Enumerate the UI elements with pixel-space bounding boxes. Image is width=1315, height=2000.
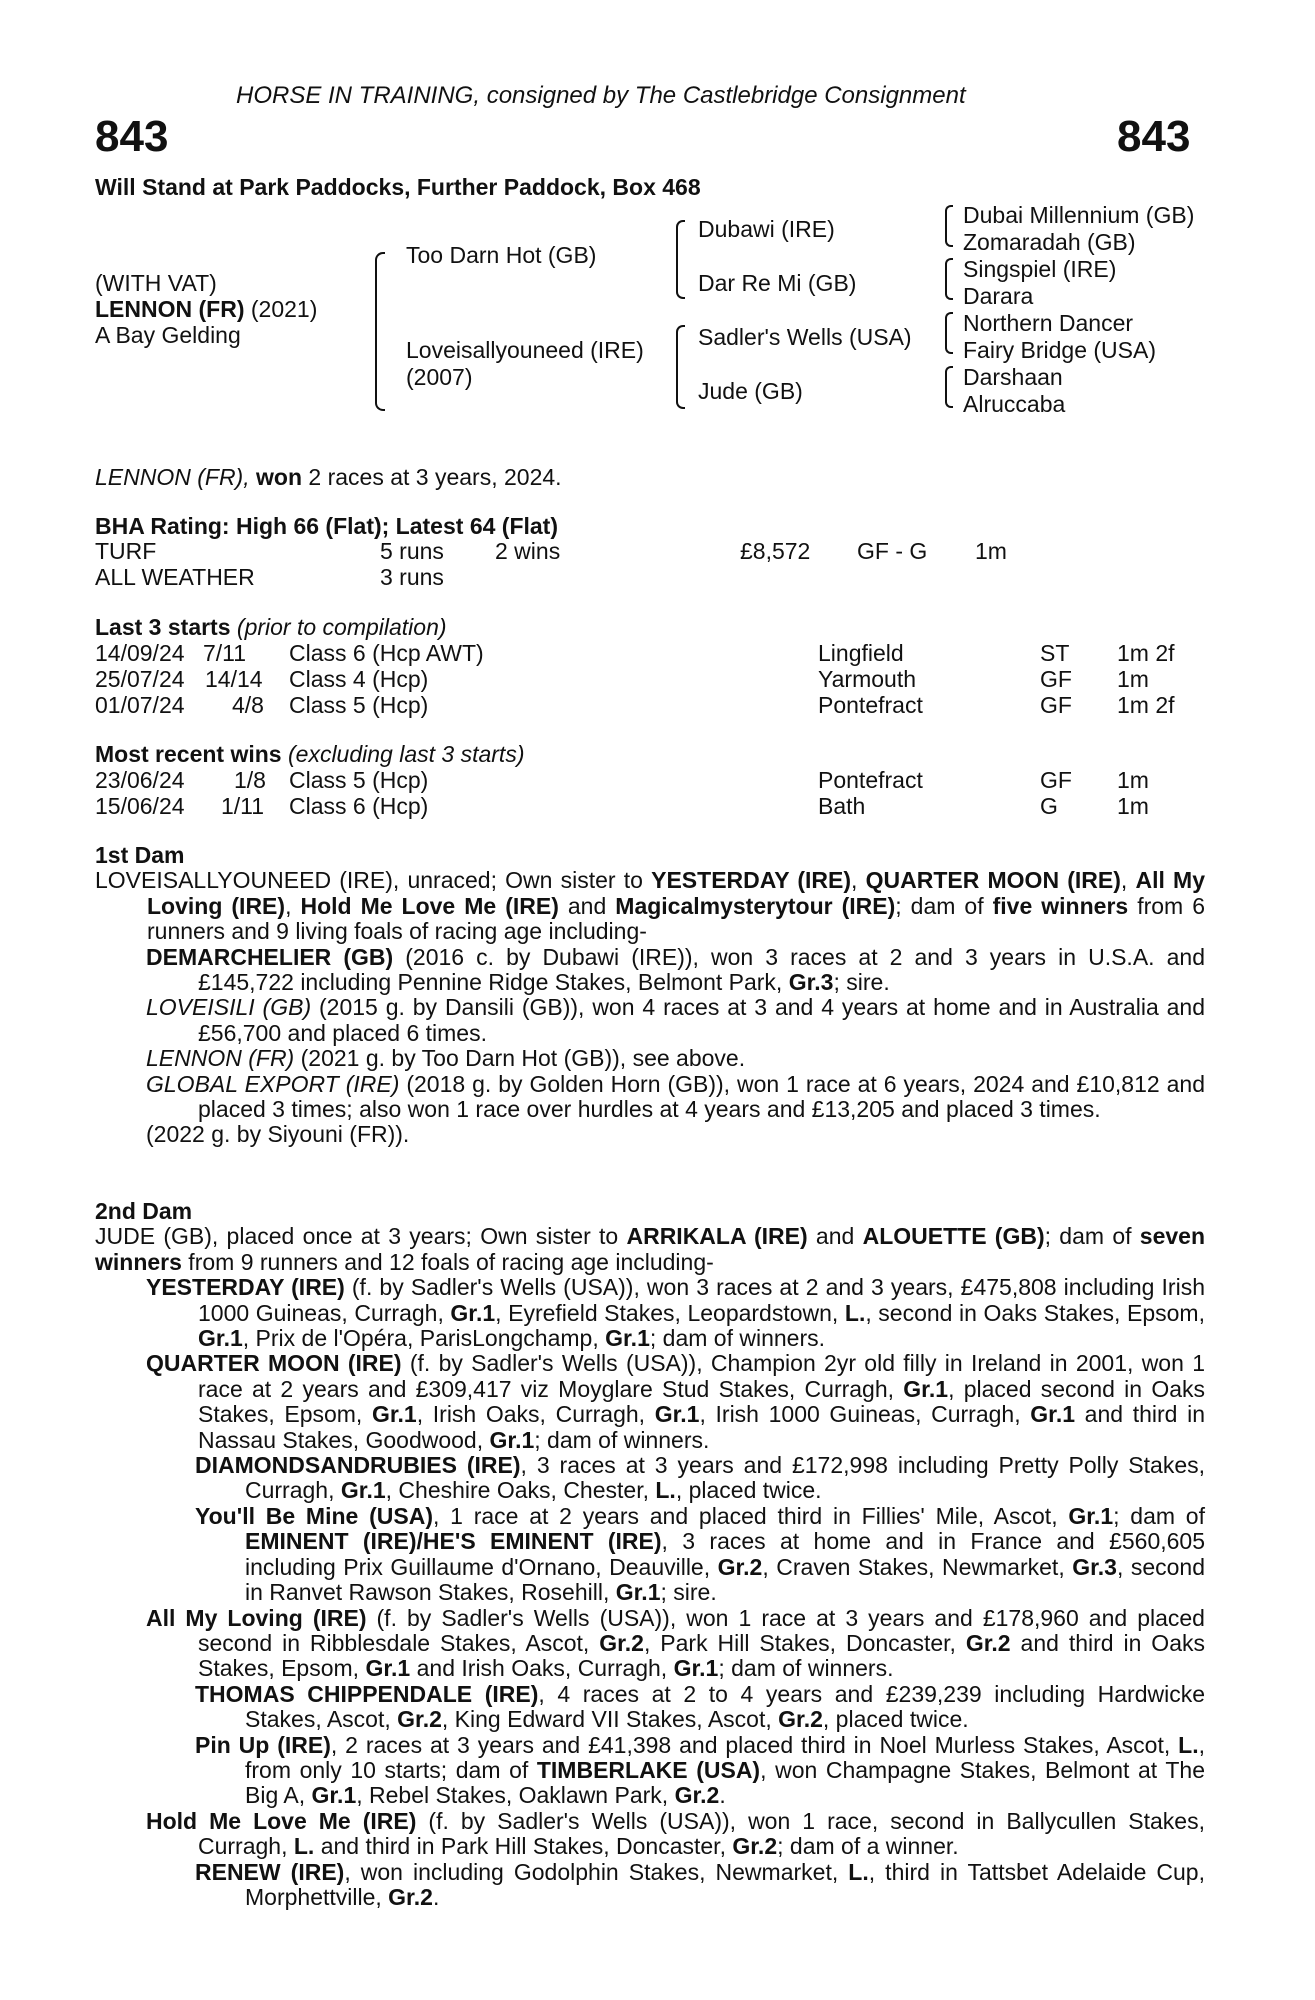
tc-b: , King Edward VII Stakes, Ascot,	[441, 1706, 779, 1733]
horse-year: (2021)	[250, 296, 318, 322]
y-d: , Prix de l'Opéra, ParisLongchamp,	[242, 1325, 606, 1352]
dr-c: , placed twice.	[675, 1477, 822, 1504]
rating-row-turf-wins: 2 wins	[495, 538, 561, 564]
y-b: , Eyrefield Stakes, Leopardstown,	[495, 1299, 845, 1326]
ybm-f: ; sire.	[660, 1579, 717, 1606]
produce-demarchelier	[95, 945, 1205, 996]
ybm-a: , 1 race at 2 years and placed third in Fillies' Mile, Ascot,	[432, 1502, 1069, 1529]
produce-hold-me-love-me	[95, 1809, 1205, 1860]
tc-a: , 4 races at 2 to 4 years and £239,239 including Hardwicke Stakes, Ascot,	[245, 1680, 1206, 1733]
win-row-1-dist: 1m	[1117, 767, 1149, 793]
produce-thomas-chippendale	[95, 1682, 1205, 1733]
all-my-loving-name: All My Loving (IRE)	[146, 1604, 367, 1631]
rating-row-turf-prize: £8,572	[740, 538, 811, 564]
sd-sep1: and	[807, 1223, 863, 1250]
lennon-name: LENNON (FR)	[146, 1045, 295, 1072]
sd-arrikala: ARRIKALA (IRE)	[626, 1223, 808, 1250]
fd-sep3: ,	[285, 892, 301, 919]
rating-row-turf-surface: TURF	[95, 538, 157, 564]
quarter-moon-name: QUARTER MOON (IRE)	[146, 1350, 402, 1377]
start-row-3-course: Pontefract	[818, 692, 923, 718]
pedigree-brace-ss	[945, 205, 953, 247]
stand-location: Will Stand at Park Paddocks, Further Paddock, Box 468	[95, 174, 701, 200]
ybm-c: , 3 races at home and in France and £560,605 including Prix Guillaume d'Ornano, Deauville,	[245, 1528, 1205, 1580]
aml-g2: Gr.2	[965, 1629, 1011, 1656]
pedigree-dam: Loveisallyouneed (IRE)	[406, 337, 644, 363]
pu-b: , from only 10 starts; dam of	[245, 1731, 1205, 1783]
pu-l: L.	[1178, 1731, 1199, 1758]
start-row-1-course: Lingfield	[818, 640, 904, 666]
pedigree-sire-dam: Dar Re Mi (GB)	[698, 270, 857, 296]
ybm-d: , Craven Stakes, Newmarket,	[762, 1553, 1073, 1580]
aml-e: ; dam of winners.	[718, 1655, 894, 1682]
produce-lennon	[95, 1046, 1205, 1071]
rating-heading: BHA Rating: High 66 (Flat); Latest 64 (Flat)	[95, 513, 558, 539]
dr-l: L.	[655, 1477, 676, 1504]
last-starts-title: Last 3 starts	[95, 614, 231, 640]
aml-a: (f. by Sadler's Wells (USA)), won 1 race at 3 years and £178,960 and placed second in Ribblesdale Stakes, Ascot,	[198, 1604, 1205, 1656]
fd-sep4: and	[558, 892, 616, 919]
win-row-2-pos: 1/11	[221, 793, 265, 819]
fd-sep6: from 6 runners and 9 living foals of racing age including-	[147, 892, 1206, 945]
qm-e: and third in Nassau Stakes, Goodwood,	[198, 1401, 1205, 1453]
rn-l: L.	[848, 1858, 869, 1885]
pu-timberlake: TIMBERLAKE (USA)	[536, 1756, 761, 1783]
start-row-2-date: 25/07/24	[95, 666, 185, 692]
pedigree-brace-dam	[676, 325, 685, 409]
start-row-1-dist: 1m 2f	[1117, 640, 1175, 666]
renew-name: RENEW (IRE)	[195, 1858, 345, 1885]
qm-g4: Gr.1	[1030, 1401, 1076, 1428]
produce-yesterday	[95, 1275, 1205, 1351]
horse-description: A Bay Gelding	[95, 322, 241, 348]
hm-l: L.	[293, 1833, 315, 1860]
recent-wins-note: (excluding last 3 starts)	[288, 741, 525, 767]
qm-g2: Gr.1	[371, 1401, 417, 1428]
pedigree-sire-sire: Dubawi (IRE)	[698, 216, 835, 242]
qm-a: (f. by Sadler's Wells (USA)), Champion 2yr old filly in Ireland in 2001, won 1 race at 2 years and £309,417 viz Moyglare Stud Stakes, Curragh,	[198, 1350, 1205, 1402]
rn-g1: Gr.2	[388, 1883, 433, 1910]
second-dam-section	[95, 1199, 1205, 1910]
pedigree-sss: Dubai Millennium (GB)	[963, 202, 1195, 228]
start-row-3-date: 01/07/24	[95, 692, 185, 718]
start-row-1-date: 14/09/24	[95, 640, 185, 666]
rn-c: .	[432, 1883, 440, 1910]
start-row-3-class: Class 5 (Hcp)	[289, 692, 429, 718]
fd-magical: Magicalmysterytour (IRE)	[615, 892, 896, 919]
qm-g1: Gr.1	[903, 1375, 949, 1402]
pedigree-brace-main	[375, 252, 385, 411]
fd-intro-a: LOVEISALLYOUNEED (IRE), unraced; Own sister to	[95, 867, 652, 894]
win-row-2-going: G	[1040, 793, 1058, 819]
pedigree-dam-year: (2007)	[406, 364, 473, 390]
last-starts-note: (prior to compilation)	[236, 614, 447, 640]
diamondsandrubies-name: DIAMONDSANDRUBIES (IRE)	[195, 1452, 521, 1479]
fd-hold-me: Hold Me Love Me (IRE)	[300, 892, 559, 919]
demarchelier-grade: Gr.3	[788, 969, 834, 996]
horse-title	[95, 296, 317, 322]
aml-g3: Gr.1	[365, 1655, 411, 1682]
dr-g1: Gr.1	[340, 1477, 386, 1504]
fd-five-winners: five winners	[992, 892, 1129, 919]
pu-e: .	[719, 1782, 726, 1809]
demarchelier-name: DEMARCHELIER (GB)	[146, 943, 394, 970]
qm-g5: Gr.1	[489, 1426, 535, 1453]
produce-renew	[95, 1860, 1205, 1911]
y-c: , second in Oaks Stakes, Epsom,	[865, 1299, 1205, 1326]
y-e: ; dam of winners.	[649, 1325, 826, 1352]
aml-c: and third in Oaks Stakes, Epsom,	[198, 1629, 1205, 1682]
fd-all-my-loving: All My Loving (IRE)	[147, 867, 1206, 919]
pedigree-ssd: Zomaradah (GB)	[963, 229, 1136, 255]
first-dam-heading: 1st Dam	[95, 842, 185, 868]
rn-b: , third in Tattsbet Adelaide Cup, Morphettville,	[245, 1858, 1205, 1910]
y-g3: Gr.1	[605, 1325, 650, 1352]
lot-number-right: 843	[1117, 112, 1191, 161]
first-dam-section	[95, 843, 1205, 1148]
aml-b: , Park Hill Stakes, Doncaster,	[643, 1629, 966, 1656]
win-row-2-dist: 1m	[1117, 793, 1149, 819]
rating-row-turf-dist: 1m	[975, 538, 1007, 564]
lennon-text: (2021 g. by Too Darn Hot (GB)), see above.	[294, 1045, 746, 1072]
race-summary	[95, 464, 562, 490]
pu-g1: Gr.1	[311, 1782, 357, 1809]
pedigree-brace-sd	[945, 258, 953, 300]
qm-c: , Irish Oaks, Curragh,	[416, 1401, 655, 1428]
fd-sep2: ,	[1120, 867, 1136, 894]
tc-c: , placed twice.	[822, 1706, 969, 1733]
hm-g1: Gr.2	[732, 1833, 778, 1860]
start-row-1-pos: 7/11	[203, 640, 247, 666]
sd-intro-a: JUDE (GB), placed once at 3 years; Own sister to	[95, 1223, 627, 1250]
pedigree-sds: Singspiel (IRE)	[963, 256, 1117, 282]
recent-wins-title: Most recent wins	[95, 741, 282, 767]
horse-name: LENNON (FR)	[95, 296, 245, 322]
pedigree-sire: Too Darn Hot (GB)	[406, 242, 597, 268]
pedigree-ddd: Alruccaba	[963, 391, 1066, 417]
first-dam-intro	[95, 868, 1205, 944]
ybm-g4: Gr.1	[615, 1579, 661, 1606]
dr-b: , Cheshire Oaks, Chester,	[385, 1477, 656, 1504]
vat-note: (WITH VAT)	[95, 270, 217, 296]
pedigree-brace-sire	[676, 220, 685, 299]
aml-d: and Irish Oaks, Curragh,	[410, 1655, 674, 1682]
produce-pin-up	[95, 1733, 1205, 1809]
summary-rest: 2 races at 3 years, 2024.	[308, 464, 562, 490]
ybm-g1: Gr.1	[1068, 1502, 1114, 1529]
win-row-1-class: Class 5 (Hcp)	[289, 767, 429, 793]
loveisili-name: LOVEISILI (GB)	[146, 994, 312, 1021]
start-row-2-pos: 14/14	[205, 666, 263, 692]
y-l: L.	[844, 1299, 866, 1326]
win-row-2-date: 15/06/24	[95, 793, 185, 819]
hm-c: ; dam of a winner.	[777, 1833, 959, 1860]
win-row-1-date: 23/06/24	[95, 767, 185, 793]
loveisili-text: (2015 g. by Dansili (GB)), won 4 races at 3 and 4 years at home and in Australia and £56,700 and placed 6 times.	[198, 994, 1205, 1046]
qm-f: ; dam of winners.	[534, 1426, 710, 1453]
produce-youll-be-mine	[95, 1504, 1205, 1606]
aml-g4: Gr.1	[673, 1655, 719, 1682]
qm-g3: Gr.1	[654, 1401, 700, 1428]
fd-sep1: ,	[851, 867, 866, 894]
qm-d: , Irish 1000 Guineas, Curragh,	[699, 1401, 1031, 1428]
tc-g2: Gr.2	[778, 1706, 823, 1733]
start-row-1-going: ST	[1040, 640, 1070, 666]
win-row-1-pos: 1/8	[234, 767, 266, 793]
produce-global-export	[95, 1072, 1205, 1123]
win-row-1-going: GF	[1040, 767, 1072, 793]
global-export-name: GLOBAL EXPORT (IRE)	[146, 1070, 400, 1097]
aml-g1: Gr.2	[599, 1629, 644, 1656]
second-dam-intro	[95, 1224, 1205, 1275]
thomas-chippendale-name: THOMAS CHIPPENDALE (IRE)	[195, 1680, 539, 1707]
summary-won: won	[256, 464, 303, 490]
produce-2022: (2022 g. by Siyouni (FR)).	[146, 1121, 410, 1148]
hold-me-love-me-name: Hold Me Love Me (IRE)	[146, 1807, 417, 1834]
start-row-3-dist: 1m 2f	[1117, 692, 1175, 718]
catalogue-subtitle: HORSE IN TRAINING, consigned by The Castlebridge Consignment	[236, 82, 966, 109]
produce-loveisili	[95, 995, 1205, 1046]
pedigree-dam-dam: Jude (GB)	[698, 378, 803, 404]
produce-all-my-loving	[95, 1606, 1205, 1682]
y-a: (f. by Sadler's Wells (USA)), won 3 races at 2 and 3 years, £475,808 including Irish 1000 Guineas, Curragh,	[198, 1274, 1205, 1326]
pedigree-dss: Northern Dancer	[963, 310, 1134, 336]
ybm-g3: Gr.3	[1072, 1553, 1117, 1580]
global-export-text: (2018 g. by Golden Horn (GB)), won 1 race at 6 years, 2024 and £10,812 and placed 3 times; also won 1 race over hurdles at 4 years and £13,205 and placed 3 times.	[198, 1070, 1206, 1123]
last-starts-heading	[95, 614, 447, 640]
produce-diamondsandrubies	[95, 1453, 1205, 1504]
win-row-2-course: Bath	[818, 793, 866, 819]
rating-row-turf-going: GF - G	[857, 538, 928, 564]
summary-name: LENNON (FR),	[95, 464, 250, 490]
sd-seven-winners: seven winners	[95, 1223, 1206, 1275]
qm-b: , placed second in Oaks Stakes, Epsom,	[198, 1375, 1206, 1428]
ybm-b: ; dam of	[1113, 1502, 1205, 1529]
dr-a: , 3 races at 3 years and £172,998 including Pretty Polly Stakes, Curragh,	[245, 1452, 1205, 1504]
start-row-3-pos: 4/8	[232, 692, 264, 718]
sd-sep2: ; dam of	[1044, 1223, 1140, 1250]
fd-quarter-moon: QUARTER MOON (IRE)	[865, 867, 1121, 894]
start-row-1-class: Class 6 (Hcp AWT)	[289, 640, 484, 666]
rating-row-turf-runs: 5 runs	[380, 538, 444, 564]
youll-be-mine-name: You'll Be Mine (USA)	[195, 1502, 433, 1529]
start-row-3-going: GF	[1040, 692, 1072, 718]
demarchelier-text-a: (2016 c. by Dubawi (IRE)), won 3 races at 2 and 3 years in U.S.A. and £145,722 including Pennine Ridge Stakes, Belmont Park,	[198, 943, 1205, 996]
demarchelier-text-b: ; sire.	[833, 969, 890, 996]
rating-row-aw-surface: ALL WEATHER	[95, 564, 255, 590]
fd-sep5: ; dam of	[895, 892, 993, 919]
tc-g1: Gr.2	[397, 1706, 442, 1733]
sd-alouette: ALOUETTE (GB)	[862, 1223, 1045, 1250]
win-row-2-class: Class 6 (Hcp)	[289, 793, 429, 819]
rn-a: , won including Godolphin Stakes, Newmarket,	[344, 1858, 849, 1885]
produce-quarter-moon	[95, 1351, 1205, 1453]
y-g1: Gr.1	[450, 1299, 496, 1326]
hm-b: and third in Park Hill Stakes, Doncaster,	[314, 1833, 733, 1860]
start-row-2-course: Yarmouth	[818, 666, 917, 692]
yesterday-name: YESTERDAY (IRE)	[146, 1274, 345, 1301]
pu-c: , won Champagne Stakes, Belmont at The Big A,	[245, 1756, 1206, 1809]
ybm-eminent: EMINENT (IRE)/HE'S EMINENT (IRE)	[245, 1528, 662, 1555]
pu-g2: Gr.2	[674, 1782, 720, 1809]
pedigree-dds: Darshaan	[963, 364, 1063, 390]
ybm-e: , second in Ranvet Rawson Stakes, Rosehill,	[245, 1553, 1205, 1606]
start-row-2-class: Class 4 (Hcp)	[289, 666, 429, 692]
pedigree-dam-sire: Sadler's Wells (USA)	[698, 324, 912, 350]
start-row-2-dist: 1m	[1117, 666, 1149, 692]
pedigree-dsd: Fairy Bridge (USA)	[963, 337, 1156, 363]
lot-number-left: 843	[95, 112, 169, 161]
sd-sep3: from 9 runners and 12 foals of racing age including-	[181, 1248, 714, 1275]
fd-yesterday: YESTERDAY (IRE)	[651, 867, 852, 894]
recent-wins-heading	[95, 741, 524, 767]
y-g2: Gr.1	[198, 1325, 243, 1352]
start-row-2-going: GF	[1040, 666, 1072, 692]
second-dam-heading: 2nd Dam	[95, 1198, 193, 1224]
pu-a: , 2 races at 3 years and £41,398 and placed third in Noel Murless Stakes, Ascot,	[330, 1731, 1179, 1758]
pu-d: , Rebel Stakes, Oaklawn Park,	[356, 1782, 675, 1809]
pedigree-brace-ds	[945, 312, 953, 354]
pedigree-sdd: Darara	[963, 283, 1034, 309]
win-row-1-course: Pontefract	[818, 767, 923, 793]
pedigree-brace-dd	[945, 366, 953, 408]
ybm-g2: Gr.2	[717, 1553, 763, 1580]
hm-a: (f. by Sadler's Wells (USA)), won 1 race, second in Ballycullen Stakes, Curragh,	[198, 1807, 1205, 1860]
pin-up-name: Pin Up (IRE)	[195, 1731, 331, 1758]
rating-row-aw-runs: 3 runs	[380, 564, 444, 590]
